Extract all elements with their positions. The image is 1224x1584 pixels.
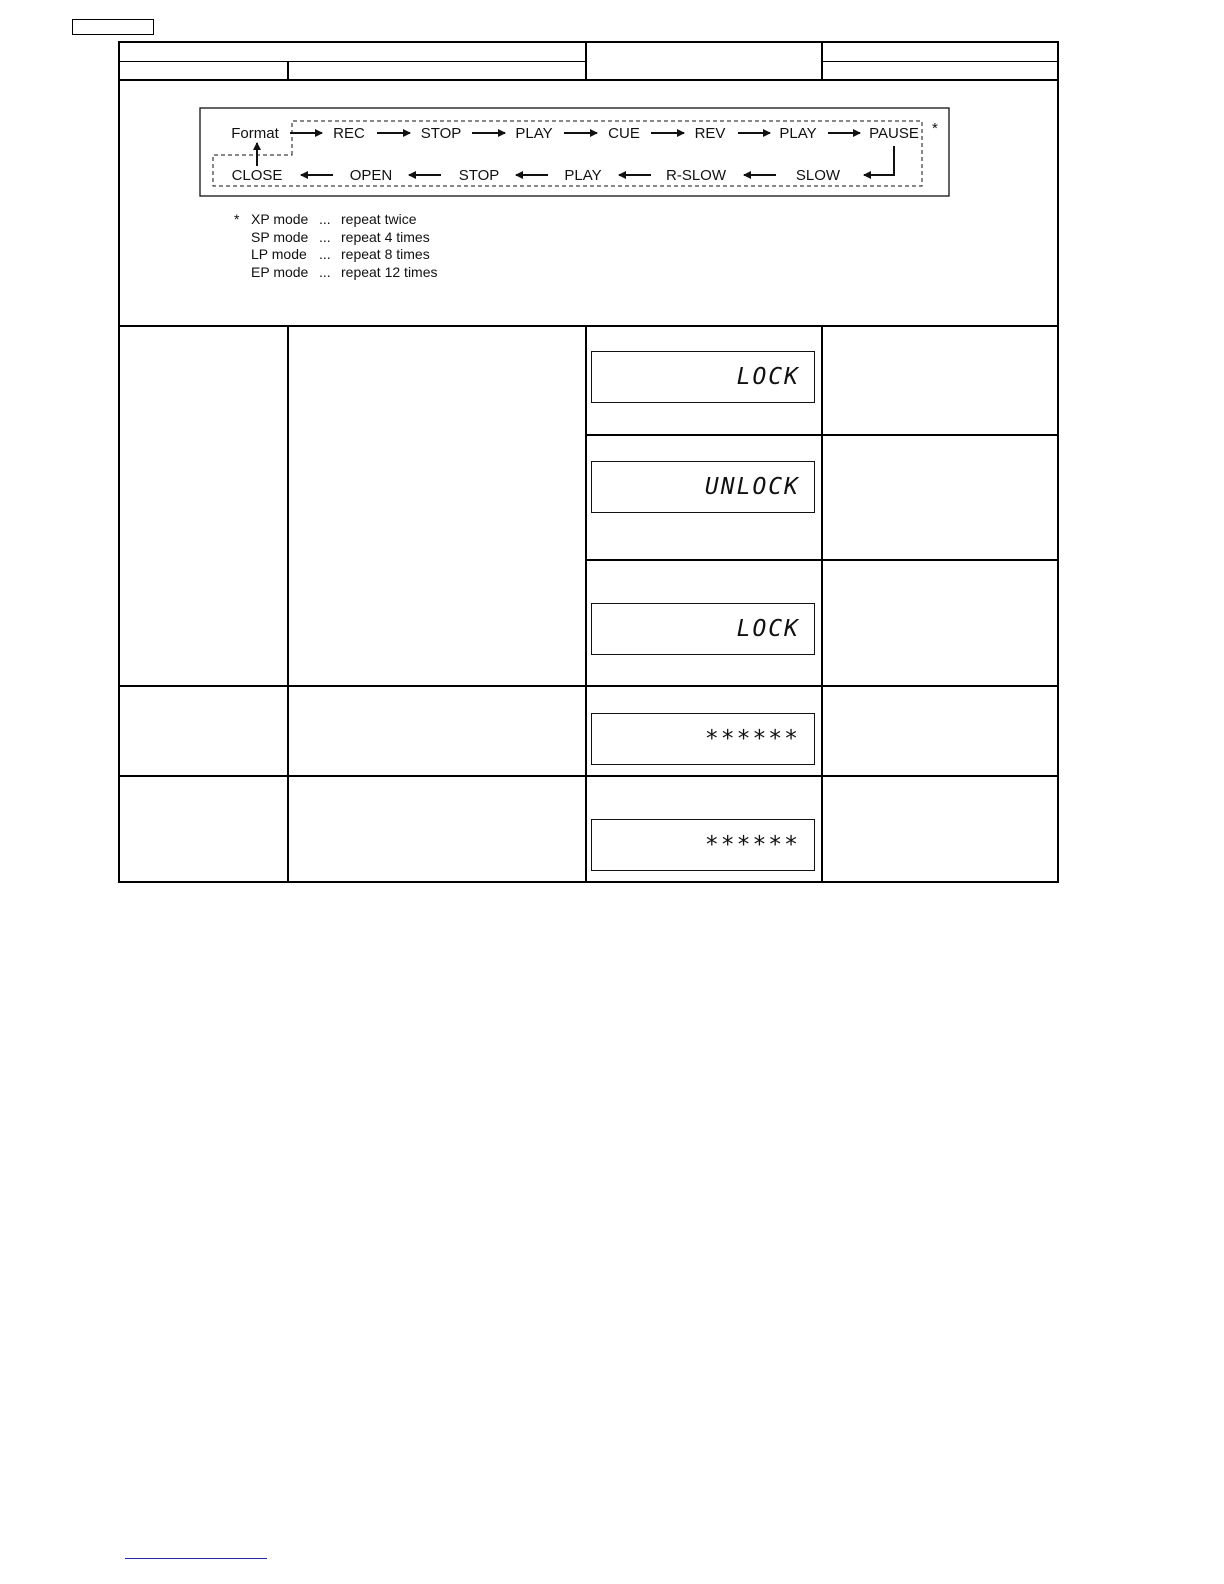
table-border-bottom [118,881,1059,883]
flow-step-pause: PAUSE [869,125,919,142]
flow-step-open: OPEN [349,167,393,184]
body-col-line-2 [585,325,587,883]
flow-step-r-slow: R-SLOW [666,167,726,184]
flow-step-slow: SLOW [795,167,841,184]
footer-link-underline[interactable] [125,1558,267,1559]
legend-mode: XP mode [251,211,309,227]
lcd-display-asterisks: ****** [591,713,815,765]
flow-step-format: Format [231,125,279,142]
lcd-display-asterisks-2: ****** [591,819,815,871]
row-divider-2 [118,685,1059,687]
flow-step-stop: STOP [420,125,462,142]
flow-step-cue: CUE [608,125,640,142]
legend-dots: ... [319,246,331,262]
legend-mode: SP mode [251,228,309,245]
legend-repeat: repeat 8 times [341,246,430,262]
legend-repeat: repeat 4 times [341,228,430,245]
legend-dots: ... [319,263,331,280]
lcd-display-unlock: UNLOCK [591,461,815,513]
legend-repeat: repeat twice [341,211,417,227]
flow-step-stop-2: STOP [458,167,500,184]
legend-dots: ... [319,228,331,245]
legend-marker: * [234,211,240,227]
legend-mode: LP mode [251,246,307,262]
flow-step-play-3: PLAY [564,167,602,184]
flow-step-rec: REC [333,125,365,142]
flow-step-close: CLOSE [231,167,283,184]
body-col-line-1 [287,325,289,883]
legend-mode: EP mode [251,263,309,280]
body-col-line-3 [821,325,823,883]
row-divider-3 [118,775,1059,777]
flow-asterisk: * [932,120,938,137]
flow-step-play: PLAY [515,125,553,142]
flow-step-play-2: PLAY [779,125,817,142]
operation-flow-diagram [0,0,1224,300]
row-divider-1 [118,325,1059,327]
legend-dots: ... [319,211,331,227]
lcd-display-lock: LOCK [591,351,815,403]
flow-step-rev: REV [694,125,726,142]
lcd-display-lock-2: LOCK [591,603,815,655]
legend-repeat: repeat 12 times [341,263,438,280]
arrow-return-icon [864,146,894,175]
